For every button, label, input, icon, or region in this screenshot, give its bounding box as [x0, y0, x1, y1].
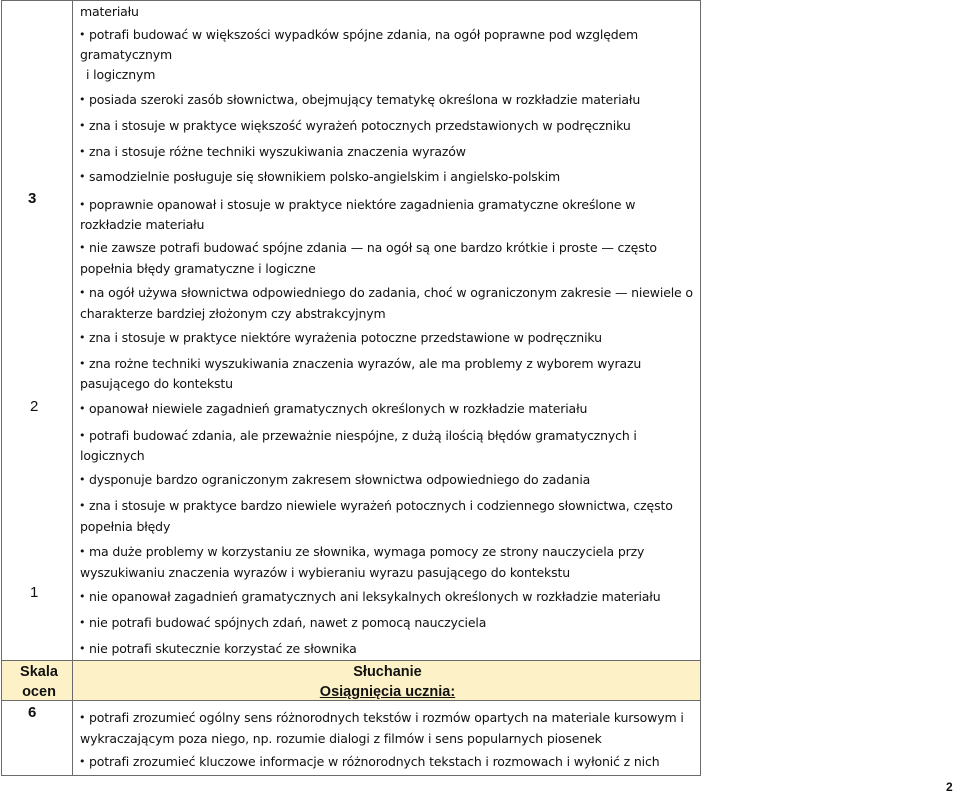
bullet-icon: •: [79, 755, 86, 768]
bullet-icon: •: [79, 357, 86, 370]
bullet-icon: •: [79, 545, 86, 558]
bullet-icon: •: [79, 429, 86, 442]
bullet-icon: •: [79, 590, 86, 603]
text-line: zna i stosuje różne techniki wyszukiwania znaczenia wyrazów: [89, 144, 466, 159]
page-number: 2: [946, 780, 953, 794]
text-line: potrafi zrozumieć ogólny sens różnorodnych tekstów i rozmów opartych na materiale kursowym i: [89, 710, 684, 725]
text-line: i logicznym: [86, 67, 156, 82]
text-line: nie opanował zagadnień gramatycznych ani leksykalnych określonych w rozkładzie materiału: [89, 589, 661, 604]
section-title: Słuchanie: [353, 664, 422, 680]
row-divider: [2, 660, 700, 661]
text-line: pasującego do kontekstu: [80, 376, 233, 391]
text-line: wyszukiwaniu znaczenia wyrazów i wybieraniu wyrazu pasującego do kontekstu: [80, 565, 571, 580]
score-label: 3: [28, 190, 37, 207]
text-line: gramatycznym: [80, 47, 172, 62]
bullet-icon: •: [79, 499, 86, 512]
text-line: ma duże problemy w korzystaniu ze słownika, wymaga pomocy ze strony nauczyciela przy: [89, 544, 645, 559]
bullet-icon: •: [79, 119, 86, 132]
text-line: potrafi budować w większości wypadków spójne zdania, na ogół poprawne pod względem: [89, 27, 639, 42]
text-line: poprawnie opanował i stosuje w praktyce niektóre zagadnienia gramatyczne określone w: [89, 197, 636, 212]
text-line: nie potrafi budować spójnych zdań, nawet z pomocą nauczyciela: [89, 615, 487, 630]
text-line: logicznych: [80, 448, 145, 463]
column-divider: [72, 1, 73, 775]
text-line: zna i stosuje w praktyce niektóre wyrażenia potoczne przedstawione w podręczniku: [89, 330, 602, 345]
bullet-icon: •: [79, 198, 86, 211]
text-line: materiału: [80, 4, 139, 19]
section-subtitle: Osiągnięcia ucznia:: [319, 684, 456, 700]
text-line: zna rożne techniki wyszukiwania znaczenia wyrazów, ale ma problemy z wyborem wyrazu: [89, 356, 642, 371]
text-line: rozkładzie materiału: [80, 217, 205, 232]
bullet-icon: •: [79, 286, 86, 299]
bullet-icon: •: [79, 616, 86, 629]
score-label: 6: [28, 704, 37, 721]
bullet-icon: •: [79, 93, 86, 106]
scale-label: Skala: [20, 664, 58, 680]
text-line: opanował niewiele zagadnień gramatycznych określonych w rozkładzie materiału: [89, 401, 588, 416]
bullet-icon: •: [79, 28, 86, 41]
bullet-icon: •: [79, 331, 86, 344]
text-line: zna i stosuje w praktyce większość wyrażeń potocznych przedstawionych w podręczniku: [89, 118, 631, 133]
assessment-table: [1, 0, 701, 776]
text-line: samodzielnie posługuje się słownikiem polsko-angielskim i angielsko-polskim: [89, 169, 561, 184]
text-line: wykraczającym poza niego, np. rozumie dialogi z filmów i sens popularnych piosenek: [80, 731, 602, 746]
text-line: charakterze bardziej złożonym czy abstrakcyjnym: [80, 306, 386, 321]
bullet-icon: •: [79, 711, 86, 724]
scale-label: ocen: [22, 684, 56, 700]
bullet-icon: •: [79, 145, 86, 158]
text-line: nie zawsze potrafi budować spójne zdania — na ogół są one bardzo krótkie i proste — często: [89, 240, 657, 255]
bullet-icon: •: [79, 402, 86, 415]
text-line: zna i stosuje w praktyce bardzo niewiele wyrażeń potocznych i codziennego słownictwa, często: [89, 498, 673, 513]
bullet-icon: •: [79, 473, 86, 486]
text-line: popełnia błędy: [80, 519, 171, 534]
bullet-icon: •: [79, 241, 86, 254]
text-line: potrafi zrozumieć kluczowe informacje w różnorodnych tekstach i rozmowach i wyłonić z nich: [89, 754, 660, 769]
bullet-icon: •: [79, 642, 86, 655]
bullet-icon: •: [79, 170, 86, 183]
text-line: nie potrafi skutecznie korzystać ze słownika: [89, 641, 357, 656]
score-label: 2: [30, 398, 39, 415]
score-label: 1: [30, 584, 39, 601]
text-line: na ogół używa słownictwa odpowiedniego do zadania, choć w ograniczonym zakresie — niewiele o: [89, 285, 693, 300]
text-line: dysponuje bardzo ograniczonym zakresem słownictwa odpowiedniego do zadania: [89, 472, 591, 487]
text-line: potrafi budować zdania, ale przeważnie niespójne, z dużą ilością błędów gramatycznych i: [89, 428, 637, 443]
text-line: posiada szeroki zasób słownictwa, obejmujący tematykę określona w rozkładzie materiału: [89, 92, 641, 107]
text-line: popełnia błędy gramatyczne i logiczne: [80, 261, 316, 276]
